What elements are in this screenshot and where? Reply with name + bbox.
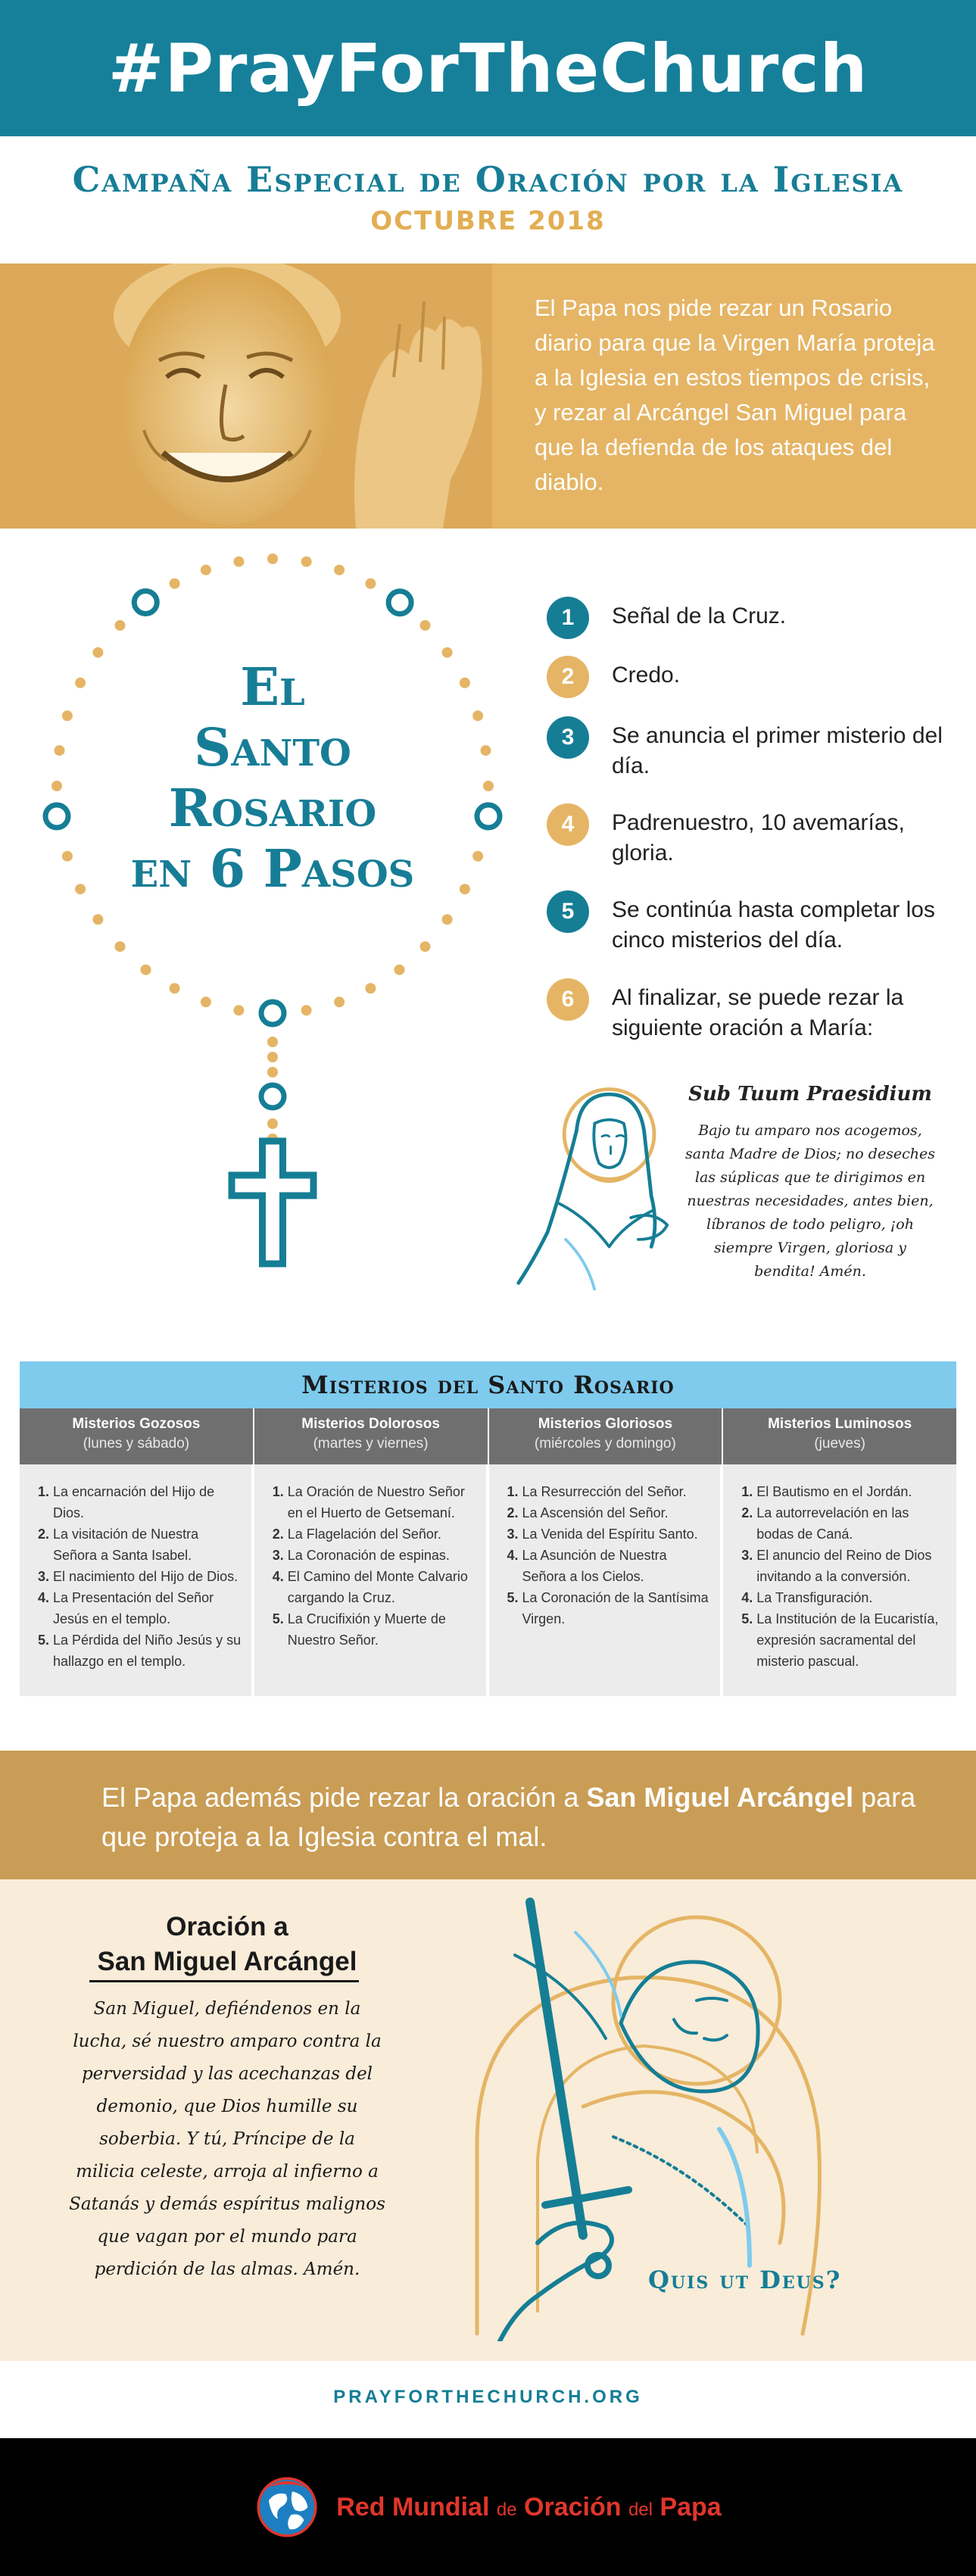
rosary-bead: [92, 647, 103, 658]
mysteries-column-gozosos: [20, 1408, 254, 1696]
step-number: 1: [547, 597, 589, 639]
pope-photo: [0, 264, 492, 529]
rosary-bead: [334, 565, 345, 575]
campaign-date: OCTUBRE 2018: [370, 206, 606, 236]
rosary-large-bead: [261, 1085, 284, 1108]
mysteries-column-luminosos: [723, 1408, 956, 1696]
rosary-bead: [472, 710, 483, 721]
step-number: 4: [547, 803, 589, 846]
list-item: 4. La Presentación del Señor Jesús en el templo.: [53, 1587, 244, 1629]
cross-icon: [220, 1134, 326, 1271]
globe-logo-icon: [254, 2475, 320, 2540]
rosary-bead: [201, 996, 211, 1007]
column-name: Misterios Luminosos: [768, 1416, 912, 1432]
site-url-section: [0, 2361, 976, 2438]
list-item: 4. El Camino del Monte Calvario cargando la Cruz.: [288, 1566, 479, 1608]
rosary-title-line: en 6 Pasos: [130, 839, 415, 900]
rosary-bead: [170, 983, 180, 993]
list-item: 2. La Ascensión del Señor.: [522, 1502, 713, 1523]
rosary-title-line: Santo: [194, 718, 351, 778]
list-item: 1. La encarnación del Hijo de Dios.: [53, 1481, 244, 1523]
prayer-text: San Miguel, defiéndenos en la lucha, sé nuestro amparo contra la perversidad y las acechanzas del demonio, que Dios humille su soberbia. Y tú, Príncipe de la milicia celeste, arroja al infierno a Satanás y demás espíritus malignos que vagan por el mundo para perdición de las almas. Amén.: [69, 1999, 385, 2279]
rosary-title: [91, 657, 454, 900]
prayer-title-underline: [89, 1980, 359, 1982]
band-text-post: para que proteja a la Iglesia contra el mal.: [101, 1782, 916, 1852]
list-item: 4. La Transfiguración.: [756, 1587, 949, 1608]
footer: [0, 2438, 976, 2576]
pope-band-text: El Papa nos pide rezar un Rosario diario para que la Virgen María proteja a la Iglesia en estos tiempos de crisis, y rezar al Arcángel San Miguel para que la defienda de los ataques del diablo.: [535, 295, 935, 495]
rosary-bead: [267, 1037, 278, 1047]
column-name: Misterios Gozosos: [72, 1416, 201, 1432]
list-item: 2. La Flagelación del Señor.: [288, 1523, 479, 1545]
rosary-bead: [483, 781, 494, 791]
rosary-bead: [115, 620, 126, 631]
footer-logo[interactable]: [254, 2475, 721, 2540]
mysteries-title: Misterios del Santo Rosario: [20, 1361, 956, 1408]
footer-word: Red Mundial: [336, 2492, 490, 2521]
rosary-bead: [233, 557, 244, 567]
rosary-bead: [365, 983, 376, 993]
column-name: Misterios Dolorosos: [301, 1416, 440, 1432]
rosary-large-bead: [261, 1002, 284, 1024]
footer-word: Papa: [660, 2492, 722, 2521]
rosary-bead: [442, 914, 453, 925]
rosary-bead: [55, 745, 65, 756]
san-miguel-band-text: [101, 1778, 934, 1857]
step-text: Se continúa hasta completar los cinco misterios del día.: [612, 897, 935, 953]
list-item: 1. La Oración de Nuestro Señor en el Huerto de Getsemaní.: [288, 1481, 479, 1523]
rosary-bead: [170, 579, 180, 589]
step-number: 6: [547, 978, 589, 1021]
rosary-bead: [115, 941, 126, 952]
rosary-bead: [51, 781, 62, 791]
san-miguel-band: [0, 1751, 976, 1879]
campaign-title: Campaña Especial de Oración por la Iglesia: [72, 159, 904, 200]
rosary-bead: [365, 579, 376, 589]
rosary-bead: [301, 557, 312, 567]
rosary-bead: [75, 678, 86, 688]
rosary-bead: [201, 565, 211, 575]
column-days: (jueves): [814, 1436, 865, 1452]
rosary-bead: [460, 884, 470, 894]
list-item: 4. La Asunción de Nuestra Señora a los Cielos.: [522, 1545, 713, 1587]
rosary-bead: [267, 1067, 278, 1077]
list-item: 3. La Coronación de espinas.: [288, 1545, 479, 1566]
rosary-bead: [394, 965, 405, 975]
rosary-bead: [75, 884, 86, 894]
list-item: 3. El nacimiento del Hijo de Dios.: [53, 1566, 244, 1587]
footer-word: del: [628, 2499, 653, 2520]
page-title: #PrayForTheChurch: [108, 29, 868, 108]
site-url-link[interactable]: PRAYFORTHECHURCH.ORG: [333, 2387, 643, 2407]
rosary-bead: [92, 914, 103, 925]
rosary-large-bead: [477, 805, 500, 828]
sub-tuum-text: Bajo tu amparo nos acogemos, santa Madre de Dios; no deseches las súplicas que te dirigimos en nuestras necesidades, antes bien, líbranos de todo peligro, ¡oh siempre Virgen, gloriosa y bendita! Amén.: [685, 1122, 936, 1280]
band-text-pre: El Papa además pide rezar la oración a: [101, 1782, 587, 1813]
list-item: 5. La Pérdida del Niño Jesús y su hallazgo en el templo.: [53, 1629, 244, 1672]
pope-band: [0, 264, 976, 529]
footer-word: de: [496, 2499, 517, 2520]
list-item: 2. La autorrevelación en las bodas de Caná.: [756, 1502, 949, 1545]
rosary-bead: [62, 851, 73, 862]
rosary-bead: [442, 647, 453, 658]
rosary-bead: [481, 745, 491, 756]
step-text: Credo.: [612, 663, 681, 688]
prayer-title-line: San Miguel Arcángel: [97, 1947, 357, 1976]
band-text-bold: San Miguel Arcángel: [586, 1782, 854, 1813]
rosary-bead: [141, 965, 151, 975]
rosary-bead: [301, 1005, 312, 1015]
step-text: Al finalizar, se puede rezar la siguiente oración a María:: [612, 985, 904, 1040]
rosary-bead: [334, 996, 345, 1007]
rosary-bead: [267, 554, 278, 564]
rosary-bead: [460, 678, 470, 688]
footer-org-name: [336, 2493, 721, 2522]
step-text: Padrenuestro, 10 avemarías, gloria.: [612, 810, 905, 865]
list-item: 1. La Resurrección del Señor.: [522, 1481, 713, 1502]
quis-ut-deus-motto: Quis ut Deus?: [648, 2266, 842, 2294]
column-name: Misterios Gloriosos: [538, 1416, 673, 1432]
prayer-title-line: Oración a: [166, 1912, 288, 1941]
sub-tuum-title: Sub Tuum Praesidium: [688, 1083, 932, 1106]
list-item: 5. La Crucifixión y Muerte de Nuestro Señor.: [288, 1608, 479, 1651]
rosary-bead: [420, 941, 431, 952]
mysteries-table: [0, 1361, 976, 1696]
campaign-section: [0, 136, 976, 264]
rosary-bead: [472, 851, 483, 862]
rosary-large-bead: [134, 591, 157, 614]
column-days: (lunes y sábado): [83, 1436, 190, 1452]
prayer-section: [0, 1879, 976, 2361]
list-item: 3. La Venida del Espíritu Santo.: [522, 1523, 713, 1545]
mysteries-column-gloriosos: [489, 1408, 724, 1696]
rosary-bead: [62, 710, 73, 721]
footer-word: Oración: [524, 2492, 622, 2521]
column-days: (martes y viernes): [313, 1436, 429, 1452]
step-text: Se anuncia el primer misterio del día.: [612, 723, 943, 778]
rosary-large-bead: [388, 591, 411, 614]
rosary-title-line: El: [240, 657, 305, 718]
header: [0, 0, 976, 136]
step-text: Señal de la Cruz.: [612, 603, 787, 628]
list-item: 3. El anuncio del Reino de Dios invitando a la conversión.: [756, 1545, 949, 1587]
rosary-title-line: Rosario: [168, 778, 377, 839]
list-item: 1. El Bautismo en el Jordán.: [756, 1481, 949, 1502]
list-item: 2. La visitación de Nuestra Señora a Santa Isabel.: [53, 1523, 244, 1566]
prayer-title: [68, 1910, 386, 1979]
rosary-large-bead: [45, 805, 68, 828]
step-number: 5: [547, 890, 589, 933]
list-item: 5. La Coronación de la Santísima Virgen.: [522, 1587, 713, 1629]
column-days: (miércoles y domingo): [534, 1436, 676, 1452]
rosary-bead: [420, 620, 431, 631]
step-number: 3: [547, 716, 589, 759]
rosary-bead: [267, 1118, 278, 1129]
mysteries-column-dolorosos: [254, 1408, 489, 1696]
rosary-bead: [233, 1005, 244, 1015]
step-number: 2: [547, 656, 589, 698]
virgin-mary-icon: [515, 1080, 689, 1290]
list-item: 5. La Institución de la Eucaristía, expresión sacramental del misterio pascual.: [756, 1608, 949, 1672]
rosary-section: [0, 529, 976, 1361]
rosary-bead: [267, 1052, 278, 1062]
